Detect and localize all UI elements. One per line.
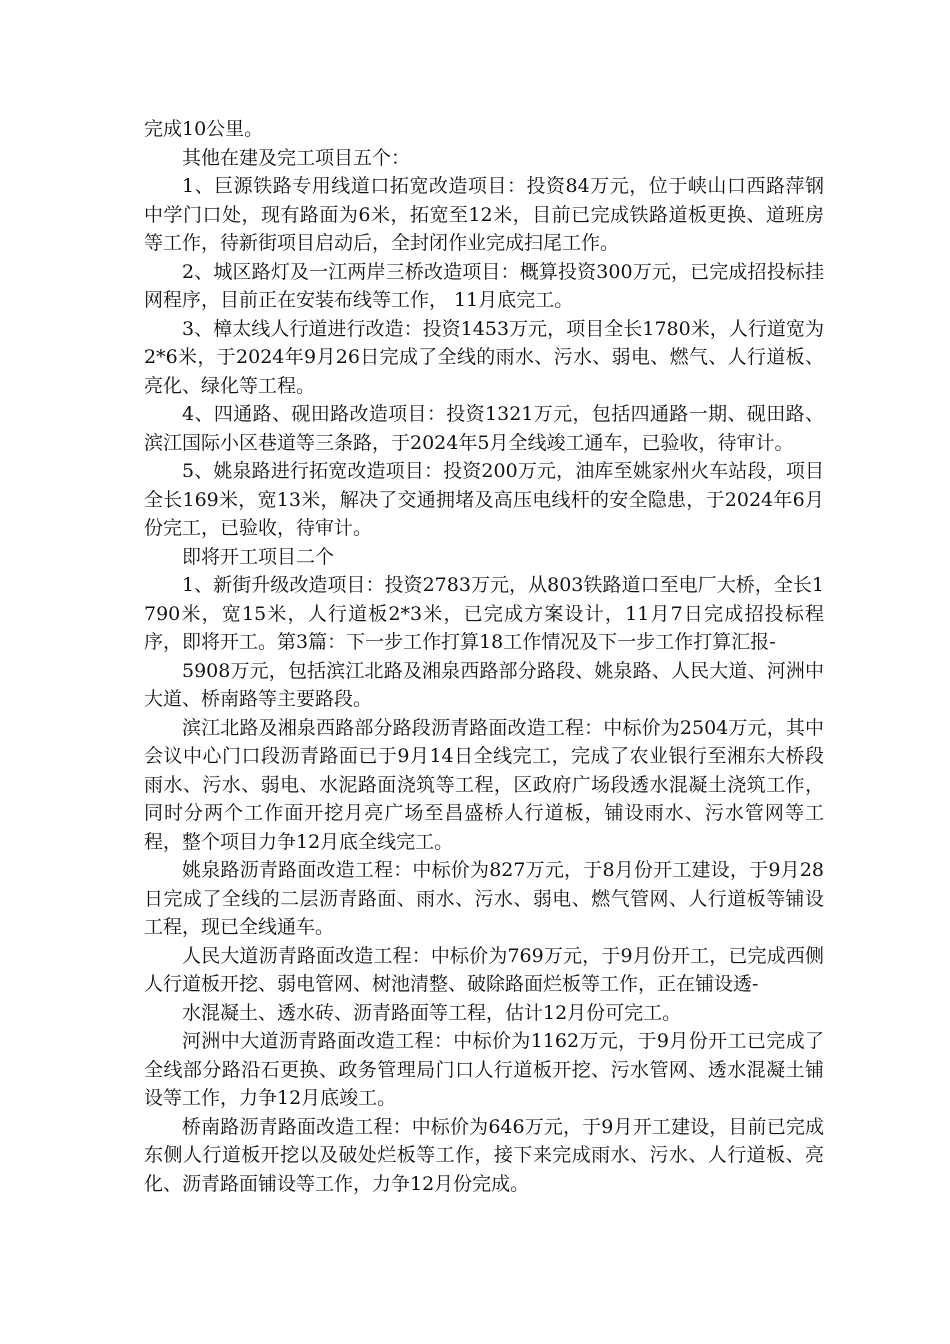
paragraph: 人民大道沥青路面改造工程：中标价为769万元，于9月份开工，已完成西侧人行道板开挖、弱电管网、树池清整、破除路面烂板等工作，正在铺设透-	[144, 944, 824, 995]
paragraph: 水混凝土、透水砖、沥青路面等工程，估计12月份可完工。	[182, 1001, 682, 1024]
paragraph: 4、四通路、砚田路改造项目：投资1321万元，包括四通路一期、砚田路、滨江国际小区巷道等三条路，于2024年5月全线竣工通车，已验收，待审计。	[144, 403, 824, 454]
paragraph: 河洲中大道沥青路面改造工程：中标价为1162万元，于9月份开工已完成了全线部分路沿石更换、政务管理局门口人行道板开挖、污水管网、透水混凝土铺设等工作，力争12月底竣工。	[144, 1030, 824, 1109]
document-body	[144, 115, 824, 1198]
section-heading: 即将开工项目二个	[182, 545, 335, 568]
paragraph: 其他在建及完工项目五个：	[182, 146, 411, 169]
paragraph: 3、樟太线人行道进行改造：投资1453万元，项目全长1780米，人行道宽为2*6米，于2024年9月26日完成了全线的雨水、污水、弱电、燃气、人行道板、亮化、绿化等工程。	[144, 317, 824, 397]
paragraph: 1、巨源铁路专用线道口拓宽改造项目：投资84万元，位于峡山口西路萍钢中学门口处，现有路面为6米，拓宽至12米，目前已完成铁路道板更换、道班房等工作，待新街项目启动后，全封闭作业完成扫尾工作。	[144, 175, 824, 254]
paragraph: 滨江北路及湘泉西路部分路段沥青路面改造工程：中标价为2504万元，其中会议中心门口段沥青路面已于9月14日全线完工，完成了农业银行至湘东大桥段雨水、污水、弱电、水泥路面浇筑等工程，区政府广场段透水混凝土浇筑工作，同时分两个工作面开挖月亮广场至昌盛桥人行道板，铺设雨水、污水管网等工程，整个项目力争12月底全线完工。	[144, 716, 824, 853]
paragraph: 5908万元，包括滨江北路及湘泉西路部分路段、姚泉路、人民大道、河洲中大道、桥南路等主要路段。	[144, 659, 824, 710]
paragraph: 5、姚泉路进行拓宽改造项目：投资200万元，油库至姚家州火车站段，项目全长169米，宽13米，解决了交通拥堵及高压电线杆的安全隐患，于2024年6月份完工，已验收，待审计。	[144, 460, 824, 539]
paragraph: 2、城区路灯及一江两岸三桥改造项目：概算投资300万元，已完成招投标挂网程序，目前正在安装布线等工作， 11月底完工。	[144, 260, 824, 311]
paragraph: 1、新街升级改造项目：投资2783万元，从803铁路道口至电厂大桥，全长1790米，宽15米，人行道板2*3米，已完成方案设计，11月7日完成招投标程序，即将开工。第3篇：下一步工作打算18工作情况及下一步工作打算汇报-	[144, 574, 824, 653]
paragraph: 姚泉路沥青路面改造工程：中标价为827万元，于8月份开工建设，于9月28日完成了全线的二层沥青路面、雨水、污水、弱电、燃气管网、人行道板等铺设工程，现已全线通车。	[144, 859, 824, 938]
paragraph: 完成10公里。	[144, 118, 264, 140]
paragraph: 桥南路沥青路面改造工程：中标价为646万元，于9月开工建设，目前已完成东侧人行道板开挖以及破处烂板等工作，接下来完成雨水、污水、人行道板、亮化、沥青路面铺设等工作，力争12月份完成。	[144, 1115, 824, 1195]
